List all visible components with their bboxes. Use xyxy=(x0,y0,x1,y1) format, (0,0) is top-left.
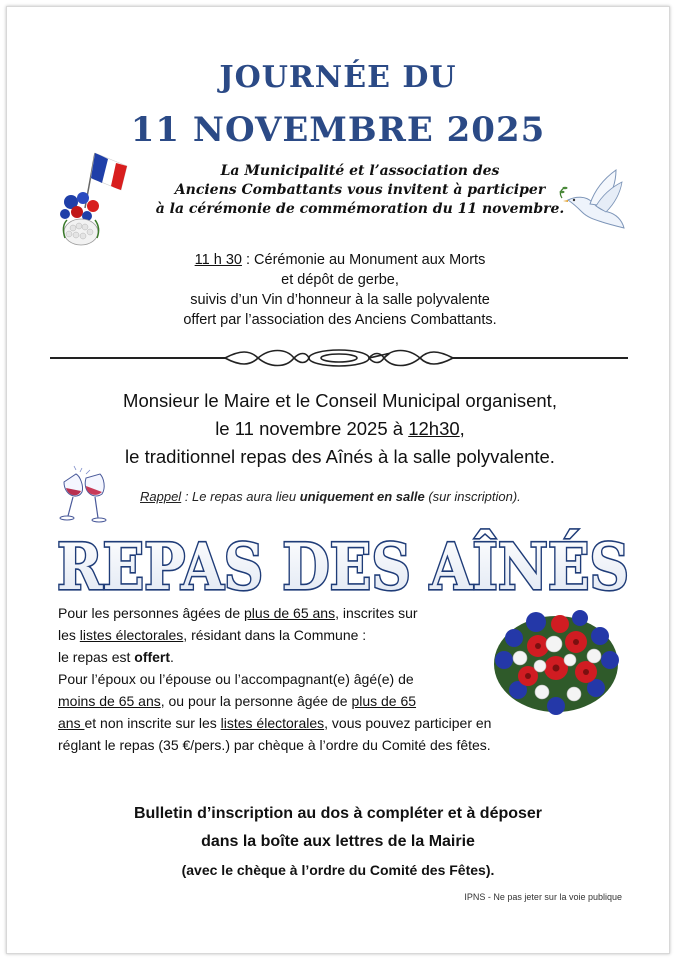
invitation-line-2: Anciens Combattants vous invitent à participer xyxy=(174,182,546,198)
title-line-1: JOURNÉE DU xyxy=(219,60,457,95)
flower-bouquet-icon xyxy=(490,598,622,720)
reminder-text-2: (sur inscription). xyxy=(424,489,521,504)
announcement-comma: , xyxy=(459,418,465,439)
invitation-line-3: à la cérémonie de commémoration du 11 novembre. xyxy=(155,201,565,217)
details-underlined: ans xyxy=(58,715,85,731)
ceremony-line-4: offert par l’association des Anciens Combattants. xyxy=(183,312,497,328)
announcement xyxy=(40,387,640,471)
details-bold: offert xyxy=(134,649,171,665)
announcement-date: le 11 novembre 2025 à xyxy=(215,418,409,439)
details-text: , résidant dans la Commune : xyxy=(183,627,367,643)
details-underlined: listes électorales xyxy=(220,715,325,731)
registration-line-3: (avec le chèque à l’ordre du Comité des Fêtes). xyxy=(181,862,495,878)
announcement-time: 12h30 xyxy=(408,418,460,439)
ceremony-time: 11 h 30 xyxy=(194,252,242,268)
repas-title-text: REPAS DES AÎNÉS xyxy=(57,530,629,605)
french-flag-bouquet-icon xyxy=(55,148,130,248)
details-text: , inscrites sur xyxy=(335,605,418,621)
details-text: . xyxy=(170,649,174,665)
invitation-text xyxy=(140,162,580,219)
invitation-line-1: La Municipalité et l’association des xyxy=(220,163,500,179)
ceremony-line-2: et dépôt de gerbe, xyxy=(281,272,399,288)
announcement-line-1: Monsieur le Maire et le Conseil Municipal organisent, xyxy=(123,390,557,411)
ceremony-line-1 xyxy=(120,250,560,270)
details-text: , vous pouvez participer en xyxy=(324,715,492,731)
details-underlined: moins de 65 ans xyxy=(58,693,161,709)
dove-icon xyxy=(560,166,630,238)
details-text: , ou pour la personne âgée de xyxy=(160,693,352,709)
details-underlined: plus de 65 ans xyxy=(244,605,336,621)
title-line-2: 11 NOVEMBRE 2025 xyxy=(130,110,546,150)
ornament-divider-icon xyxy=(50,346,628,370)
ipns-footnote: IPNS - Ne pas jeter sur la voie publique xyxy=(464,892,622,902)
repas-title xyxy=(48,525,638,605)
details-text: Pour les personnes âgées de xyxy=(58,605,245,621)
registration-notice xyxy=(40,800,636,884)
details-text: les xyxy=(58,627,80,643)
details-underlined: plus de 65 xyxy=(351,693,417,709)
details-underlined: listes électorales xyxy=(79,627,184,643)
reminder-label: Rappel xyxy=(140,489,182,504)
announcement-line-2 xyxy=(40,415,640,443)
details-line-4: Pour l’époux ou l’épouse ou l’accompagnant(e) âgé(e) de xyxy=(58,671,414,687)
ceremony-line-3: suivis d’un Vin d’honneur à la salle polyvalente xyxy=(190,292,490,308)
ceremony-line-1-text: : Cérémonie au Monument aux Morts xyxy=(241,252,486,268)
reminder-note xyxy=(140,489,640,504)
ceremony-details xyxy=(120,250,560,330)
registration-line-2: dans la boîte aux lettres de la Mairie xyxy=(201,833,475,850)
details-text: et non inscrite sur les xyxy=(84,715,221,731)
registration-line-1: Bulletin d’inscription au dos à compléter et à déposer xyxy=(133,805,543,822)
reminder-emphasis: uniquement en salle xyxy=(299,489,425,504)
reminder-text-1: : Le repas aura lieu xyxy=(181,489,300,504)
announcement-line-3: le traditionnel repas des Aînés à la salle polyvalente. xyxy=(125,446,555,467)
details-text: le repas est xyxy=(58,649,135,665)
details-line-7: réglant le repas (35 €/pers.) par chèque à l’ordre du Comité des fêtes. xyxy=(58,737,491,753)
wine-glasses-icon xyxy=(56,468,116,530)
